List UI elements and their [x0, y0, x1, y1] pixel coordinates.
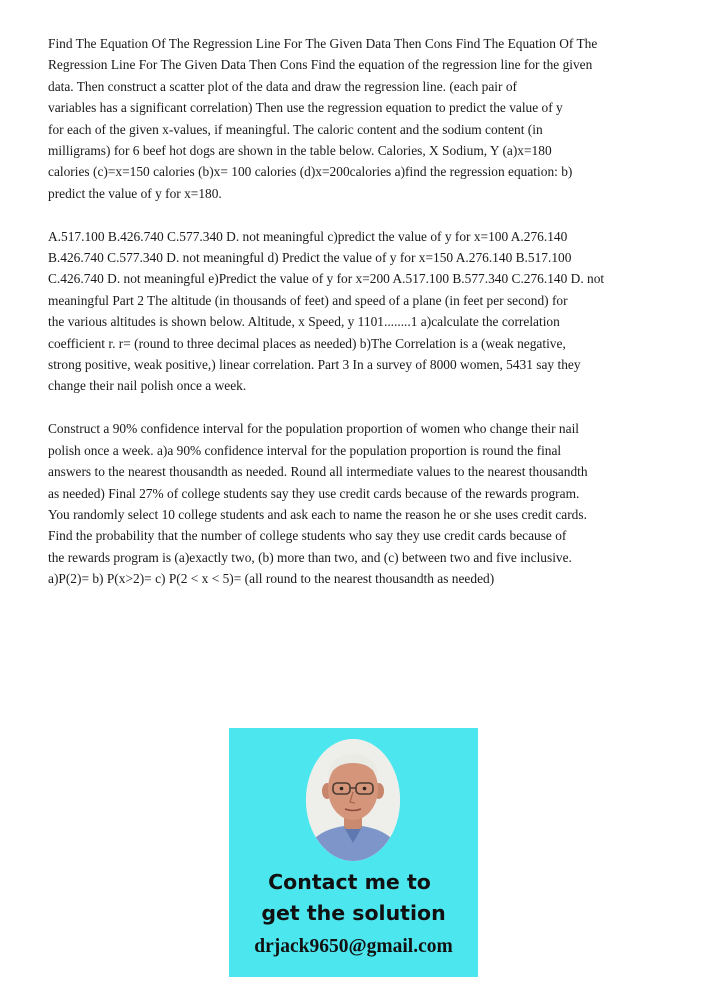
text-line: Find the probability that the number of college students who say they use credit cards because of — [48, 528, 567, 544]
paragraph-3 — [48, 418, 648, 589]
text-line: the rewards program is (a)exactly two, (b) more than two, and (c) between two and five inclusive. — [48, 549, 572, 565]
text-line: change their nail polish once a week. — [48, 378, 247, 394]
paragraph-1 — [48, 33, 648, 204]
document-body — [48, 33, 648, 611]
promo-heading-line1: Contact me to — [268, 870, 431, 894]
portrait-drawing — [306, 739, 400, 861]
text-line: Find The Equation Of The Regression Line For The Given Data Then Cons Find The Equation Of The — [48, 36, 598, 51]
person-portrait-icon — [306, 739, 400, 861]
text-line: answers to the nearest thousandth as needed. Round all intermediate values to the nearest thousandth — [48, 464, 588, 480]
text-line: You randomly select 10 college students and ask each to name the reason he or she uses credit cards. — [48, 506, 587, 522]
text-line: C.426.740 D. not meaningful e)Predict the value of y for x=200 A.517.100 B.577.340 C.276.140 D. not — [48, 271, 605, 287]
text-line: a)P(2)= b) P(x>2)= c) P(2 < x < 5)= (all round to the nearest thousandth as needed) — [48, 571, 495, 587]
text-line: A.517.100 B.426.740 C.577.340 D. not meaningful c)predict the value of y for x=100 A.276.140 — [48, 228, 568, 244]
contact-promo-banner — [229, 728, 478, 977]
text-line: coefficient r. r= (round to three decimal places as needed) b)The Correlation is a (weak negative, — [48, 335, 566, 351]
contact-email: drjack9650@gmail.com — [254, 936, 453, 957]
paragraph-2 — [48, 226, 648, 397]
text-line: for each of the given x-values, if meaningful. The caloric content and the sodium content (in — [48, 121, 543, 137]
text-line: data. Then construct a scatter plot of the data and draw the regression line. (each pair of — [48, 78, 517, 94]
text-line: the various altitudes is shown below. Altitude, x Speed, y 1101........1 a)calculate the correlation — [48, 314, 560, 330]
text-line: B.426.740 C.577.340 D. not meaningful d) Predict the value of y for x=150 A.276.140 B.517.100 — [48, 250, 572, 266]
text-line: as needed) Final 27% of college students say they use credit cards because of the rewards program. — [48, 485, 580, 501]
promo-heading-line2: get the solution — [261, 901, 446, 925]
text-line: Construct a 90% confidence interval for the population proportion of women who change their nail — [48, 421, 580, 437]
text-line: Regression Line For The Given Data Then Cons Find the equation of the regression line for the given — [48, 57, 593, 73]
text-line: calories (c)=x=150 calories (b)x= 100 calories (d)x=200calories a)find the regression equation: b) — [48, 164, 573, 180]
text-line: strong positive, weak positive,) linear correlation. Part 3 In a survey of 8000 women, 5431 say they — [48, 357, 581, 373]
text-line: milligrams) for 6 beef hot dogs are shown in the table below. Calories, X Sodium, Y (a)x=180 — [48, 143, 552, 159]
promo-heading — [229, 867, 478, 929]
text-line: polish once a week. a)a 90% confidence interval for the population proportion is round the final — [48, 442, 562, 458]
text-line: meaningful Part 2 The altitude (in thousands of feet) and speed of a plane (in feet per second) for — [48, 292, 568, 308]
text-line: predict the value of y for x=180. — [48, 185, 222, 201]
text-line: variables has a significant correlation) Then use the regression equation to predict the value of y — [48, 100, 563, 116]
